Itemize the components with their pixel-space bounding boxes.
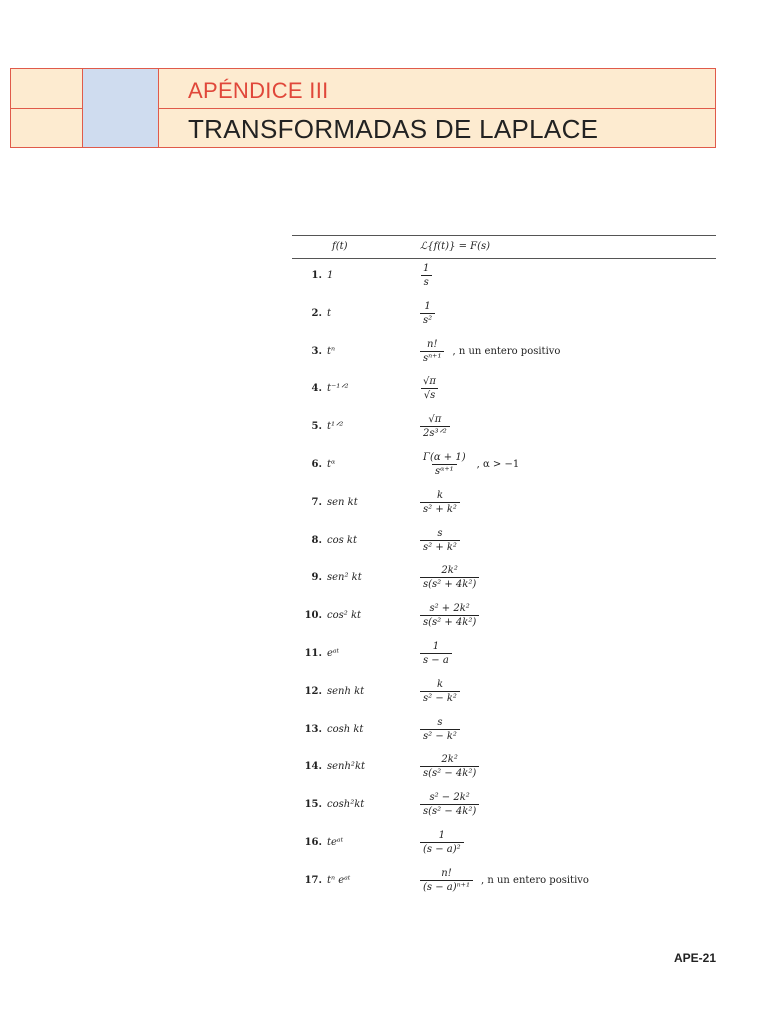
row-number: 4. <box>311 383 322 395</box>
denominator: s(s² − 4k²) <box>420 766 479 780</box>
condition: , n un entero positivo <box>452 345 561 357</box>
numerator: 1 <box>438 829 446 841</box>
table-body <box>292 259 716 902</box>
row-number: 10. <box>304 610 322 622</box>
denominator: s² − k² <box>420 729 460 743</box>
denominator: s(s² + 4k²) <box>420 615 479 629</box>
appendix-header <box>10 68 716 148</box>
function-f: senh²kt <box>327 761 366 773</box>
numerator: 1 <box>423 263 430 274</box>
row-number: 3. <box>311 345 322 357</box>
numerator: 2k² <box>441 754 458 766</box>
fraction <box>420 716 460 743</box>
fraction <box>420 413 450 440</box>
fraction <box>420 753 479 780</box>
function-f: t⁻¹ᐟ² <box>327 383 349 395</box>
denominator: s(s² + 4k²) <box>420 577 479 591</box>
row-number: 11. <box>304 647 322 659</box>
function-f: 1 <box>327 270 334 281</box>
fraction <box>420 791 479 818</box>
transform-F <box>420 716 468 743</box>
transform-F <box>420 753 487 780</box>
transform-F <box>420 678 468 705</box>
denominator: s² + k² <box>420 540 460 554</box>
transform-F <box>420 602 487 629</box>
fraction <box>420 867 473 894</box>
numerator: 1 <box>432 640 440 652</box>
page-title: TRANSFORMADAS DE LAPLACE <box>188 114 599 144</box>
fraction <box>420 451 469 478</box>
function-f: sen² kt <box>327 572 362 584</box>
table-row <box>292 561 716 599</box>
row-number: 16. <box>304 836 322 848</box>
numerator: k <box>436 489 443 501</box>
numerator: s² − 2k² <box>429 792 470 804</box>
denominator: s(s² − 4k²) <box>420 804 479 818</box>
numerator: s <box>437 527 443 539</box>
header-accent-box <box>83 69 159 147</box>
condition: , n un entero positivo <box>480 874 589 886</box>
table-row <box>292 335 716 373</box>
table-row <box>292 788 716 826</box>
appendix-label: APÉNDICE III <box>188 78 329 103</box>
function-f: tᵅ <box>327 458 336 470</box>
function-f: cos kt <box>327 534 358 546</box>
row-number: 13. <box>304 723 322 735</box>
denominator: √s <box>421 388 439 402</box>
transform-F <box>420 527 468 554</box>
row-number: 12. <box>304 685 322 697</box>
numerator: √π <box>428 414 442 426</box>
numerator: k <box>436 678 443 690</box>
row-number: 14. <box>304 761 322 773</box>
row-number: 2. <box>311 307 322 319</box>
table-row <box>292 713 716 751</box>
numerator: s² + 2k² <box>429 603 470 615</box>
numerator: n! <box>441 867 452 879</box>
table-row <box>292 259 716 297</box>
table-row <box>292 486 716 524</box>
function-f: tⁿ eᵃᵗ <box>327 874 351 886</box>
fraction <box>420 375 439 402</box>
row-number: 15. <box>304 799 322 811</box>
row-number: 8. <box>311 534 322 546</box>
page-number: APE-21 <box>673 951 716 965</box>
denominator: s − a <box>420 653 452 667</box>
numerator: s <box>437 716 443 728</box>
function-f: t¹ᐟ² <box>327 421 344 433</box>
transform-F <box>420 300 443 327</box>
denominator: s² <box>420 313 435 327</box>
fraction <box>420 602 479 629</box>
denominator: (s − a)² <box>420 842 464 856</box>
denominator: s <box>421 275 432 289</box>
fraction <box>420 527 460 554</box>
fraction <box>420 300 435 327</box>
table-row <box>292 675 716 713</box>
function-f: senh kt <box>327 685 365 697</box>
row-number: 17. <box>304 874 322 886</box>
row-number: 7. <box>311 496 322 508</box>
transform-F <box>420 338 560 365</box>
transform-F <box>420 489 468 516</box>
table-row <box>292 297 716 335</box>
row-number: 6. <box>311 458 322 470</box>
transform-F <box>420 791 487 818</box>
function-f: t <box>327 307 332 319</box>
transform-F <box>420 867 589 894</box>
fraction <box>420 678 460 705</box>
transform-F <box>420 375 447 402</box>
table-header <box>292 236 716 258</box>
column-header-F: ℒ{f(t)} = F(s) <box>420 241 491 252</box>
denominator: s² + k² <box>420 502 460 516</box>
transform-F <box>420 451 519 478</box>
table-row <box>292 864 716 902</box>
function-f: cos² kt <box>327 610 362 622</box>
table-row <box>292 448 716 486</box>
transform-F <box>420 564 487 591</box>
function-f: cosh kt <box>327 723 364 735</box>
function-f: sen kt <box>327 496 358 508</box>
table-row <box>292 826 716 864</box>
table-row <box>292 524 716 562</box>
denominator: (s − a)ⁿ⁺¹ <box>420 880 473 894</box>
transform-F <box>420 640 460 667</box>
function-f: eᵃᵗ <box>327 647 340 659</box>
table-row <box>292 637 716 675</box>
table-row <box>292 410 716 448</box>
numerator: 1 <box>424 300 431 312</box>
function-f: cosh²kt <box>327 799 365 811</box>
numerator: √π <box>423 376 436 388</box>
table-row <box>292 750 716 788</box>
function-f: teᵃᵗ <box>327 836 344 848</box>
fraction <box>420 640 452 667</box>
denominator: 2s³ᐟ² <box>420 426 450 440</box>
fraction <box>420 829 464 856</box>
row-number: 1. <box>311 270 322 281</box>
transform-F <box>420 413 458 440</box>
row-number: 9. <box>311 572 322 584</box>
laplace-table <box>292 235 716 902</box>
fraction <box>420 489 460 516</box>
numerator: Γ(α + 1) <box>423 451 466 463</box>
fraction <box>420 338 444 365</box>
denominator: sᵅ⁺¹ <box>432 464 457 478</box>
function-f: tⁿ <box>327 345 336 357</box>
transform-F <box>420 262 440 289</box>
table-row <box>292 599 716 637</box>
numerator: 2k² <box>441 565 458 577</box>
numerator: n! <box>427 338 438 350</box>
denominator: sⁿ⁺¹ <box>420 351 444 365</box>
denominator: s² − k² <box>420 691 460 705</box>
table-row <box>292 372 716 410</box>
row-number: 5. <box>311 421 322 433</box>
transform-F <box>420 829 472 856</box>
fraction <box>420 262 432 289</box>
fraction <box>420 564 479 591</box>
condition: , α > −1 <box>476 458 520 470</box>
column-header-f: f(t) <box>332 241 348 252</box>
